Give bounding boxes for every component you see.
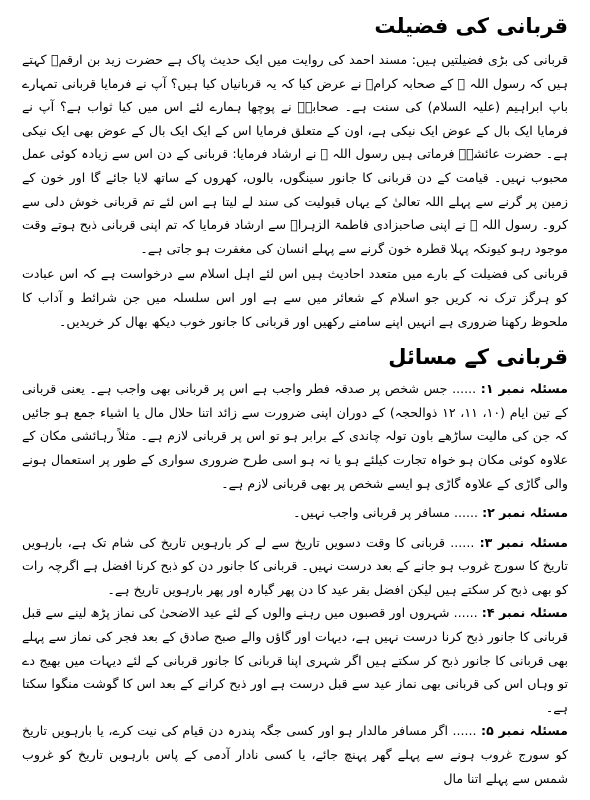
paragraph-virtue-2: قربانی کی فضیلت کے بارے میں متعدد احادیث ہیں اس لئے اہل اسلام سے درخواست ہے کہ اس عبادت کو ہرگز ترک نہ کریں جو اسلام کے شعائر میں سے ہے اور اس سلسلہ میں جن شرائط و آداب کا ملحوظ رکھنا ضروری ہے انہیں اپنے سامنے رکھیں اور قربانی کا جانور خوب دیکھ بھال کر خریدیں۔	[22, 266, 568, 329]
issue-4-text: ...... شہروں اور قصبوں میں رہنے والوں کے لئے عید الاضحیٰ کی نماز پڑھ لینے سے قبل قربانی کا جانور ذبح کرنا درست نہیں ہے، دیہات اور گاؤں والے صبح صادق کے بعد فجر کی نماز سے پہلے بھی قربانی کا جانور ذبح کر سکتے ہیں اگر شہری اپنا قربانی کا جانور قربانی کے لئے دیہات میں بھیج دے تو وہاں اس کی قربانی بھی نماز عید سے قبل درست ہے اور ذبح کرانے کے بعد اس کا گوشت منگوا سکتا ہے۔	[22, 605, 568, 715]
section-heading-virtue: قربانی کی فضیلت	[374, 14, 568, 38]
issue-3	[22, 531, 568, 602]
issue-5-label: مسئلہ نمبر ۵:	[481, 723, 568, 739]
issue-5	[22, 719, 568, 790]
issue-5-text: ...... اگر مسافر مالدار ہو اور کسی جگہ پندرہ دن قیام کی نیت کرے، یا بارہویں تاریخ کو سورج غروب ہونے سے پہلے گھر پہنچ جائے، یا کسی نادار آدمی کے پاس بارہویں تاریخ کو غروب شمس سے پہلے اتنا مال	[22, 723, 568, 786]
paragraph-virtue-1: قربانی کی بڑی فضیلتیں ہیں: مسند احمد کی روایت میں ایک حدیث پاک ہے حضرت زید بن ارقمؓ کہتے ہیں کہ رسول اللہ ﷺ کے صحابہ کرامؓ نے عرض کیا کہ یہ قربانیاں کیا ہیں؟ آپ نے فرمایا قربانی تمہارے باپ ابراہیم (علیہ السلام) کی سنت ہے۔ صحابہؓ نے پوچھا ہمارے لئے اس میں کیا ثواب ہے؟ آپ نے فرمایا ایک بال کے عوض ایک نیکی ہے، اون کے متعلق فرمایا اس کے ایک ایک بال کے عوض بھی ایک نیکی ہے۔ حضرت عائشہؓ فرماتی ہیں رسول اللہ ﷺ نے ارشاد فرمایا: قربانی کے دن اس سے زیادہ کوئی عمل محبوب نہیں۔ قیامت کے دن قربانی کا جانور سینگوں، بالوں، کھروں کے ساتھ لایا جائے گا اور خون کے زمین پر گرنے سے پہلے اللہ تعالیٰ کے یہاں قبولیت کی سند لے لیتا ہے اس لئے تم قربانی خوش دلی سے کرو۔ رسول اللہ ﷺ نے اپنی صاحبزادی فاطمۃ الزہراؓ سے ارشاد فرمایا کہ تم اپنی قربانی ذبح ہوتے وقت موجود رہو کیونکہ پہلا قطرہ خون گرنے سے پہلے انسان کی مغفرت ہو جاتی ہے۔	[22, 52, 568, 256]
issue-3-text: ...... قربانی کا وقت دسویں تاریخ سے لے کر بارہویں تاریخ کی شام تک ہے، بارہویں تاریخ کا سورج غروب ہو جانے کے بعد درست نہیں۔ قربانی کا جانور دن کو ذبح کرنا افضل ہے اگرچہ رات کو بھی ذبح کر سکتے ہیں لیکن افضل بقر عید کا دن پھر گیارہ اور پھر بارہویں تاریخ ہے۔	[22, 534, 568, 597]
issue-2	[22, 501, 568, 525]
issue-4	[22, 601, 568, 719]
section-heading-issues: قربانی کے مسائل	[388, 345, 568, 370]
issue-3-label: مسئلہ نمبر ۳:	[479, 534, 568, 550]
issue-1	[22, 377, 568, 495]
issue-2-text: ...... مسافر پر قربانی واجب نہیں۔	[293, 505, 479, 521]
issue-2-label: مسئلہ نمبر ۲:	[482, 505, 568, 521]
issue-4-label: مسئلہ نمبر ۴:	[481, 605, 568, 621]
issue-1-label: مسئلہ نمبر ۱:	[480, 381, 568, 397]
issue-1-text: ...... جس شخص پر صدقہ فطر واجب ہے اس پر قربانی بھی واجب ہے۔ یعنی قربانی کے تین ایام (۱۰، ۱۱، ۱۲ ذوالحجہ) کے دوران اپنی ضرورت سے زائد اتنا حلال مال یا اشیاء جمع ہو جائیں کہ جن کی مالیت ساڑھے باون تولہ چاندی کے برابر ہو تو اس پر قربانی لازم ہے۔ مثلاً رہائشی مکان کے علاوہ کوئی مکان ہو خواہ تجارت کیلئے ہو یا نہ ہو اسی طرح ضروری سواری کے طور پر استعمال ہونے والی گاڑی کے علاوہ گاڑی ہو ایسے شخص پر بھی قربانی لازم ہے۔	[22, 381, 568, 491]
